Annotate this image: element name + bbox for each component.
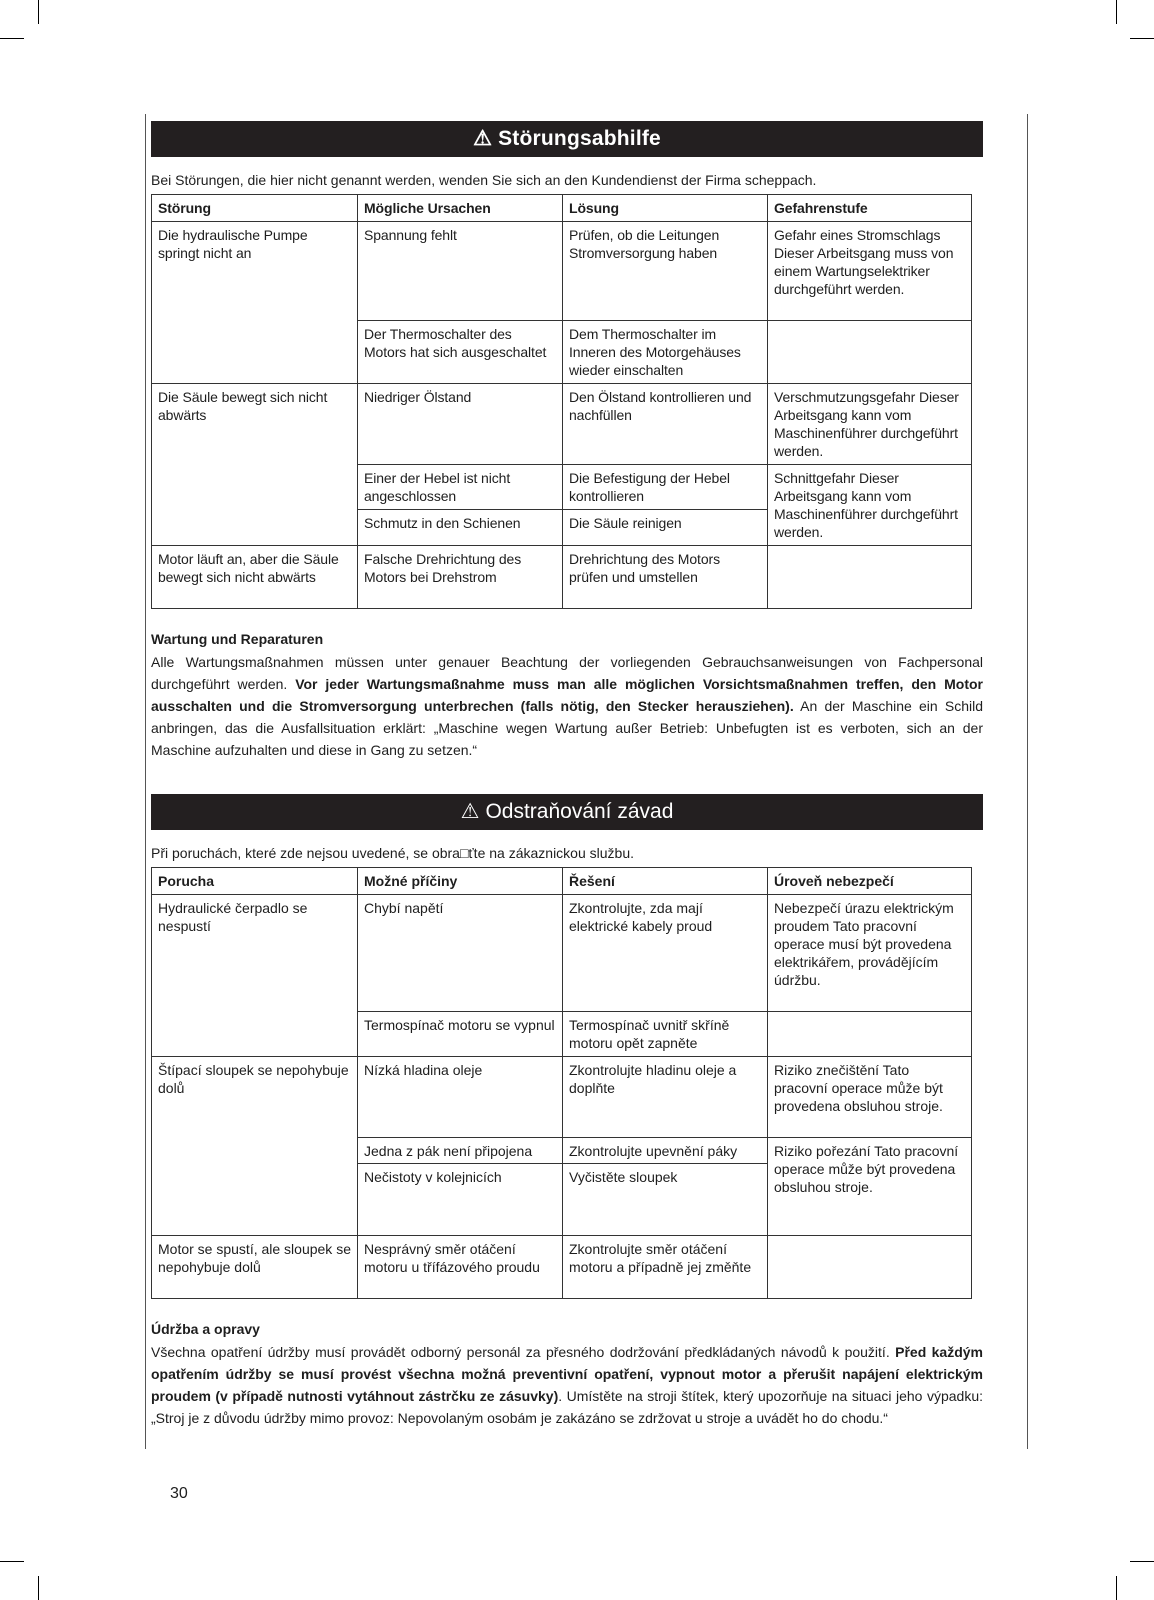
table-cell: Štípací sloupek se nepohybuje dolů	[152, 1057, 358, 1236]
table-header-row	[152, 868, 972, 895]
section-title: Störungsabhilfe	[498, 127, 661, 150]
crop-mark	[0, 38, 24, 39]
intro-text: Bei Störungen, die hier nicht genannt werden, wenden Sie sich an den Kundendienst der Firma scheppach.	[151, 172, 817, 188]
crop-mark	[1130, 38, 1154, 39]
table-row	[152, 1236, 972, 1299]
maintenance-bold-text: Před každým opatřením údržby se musí provést všechna možná preventivní opatření, vypnout motor a přerušit napájení elektrickým proudem (v případě nutnosti vytáhnout zástrčku ze zásuvky)	[151, 1344, 984, 1404]
intro-text: Při poruchách, které zde nejsou uvedené, se obra□ťte na zákaznickou službu.	[151, 845, 634, 861]
table-cell	[768, 1012, 972, 1057]
table-cell: Die Säule reinigen	[563, 510, 768, 546]
column-header: Störung	[152, 195, 358, 222]
column-header: Úroveň nebezpečí	[768, 868, 972, 895]
table-cell: Zkontrolujte hladinu oleje a doplňte	[563, 1057, 768, 1138]
maintenance-text: Alle Wartungsmaßnahmen müssen unter genauer Beachtung der vorliegenden Gebrauchsanweisungen von Fachpersonal durchgeführt werden.	[151, 654, 983, 692]
column-header: Mögliche Ursachen	[358, 195, 563, 222]
table-cell: Prüfen, ob die Leitungen Stromversorgung haben	[563, 222, 768, 321]
crop-mark	[1116, 0, 1117, 24]
table-cell	[768, 321, 972, 384]
right-margin-rule	[1027, 114, 1028, 1449]
column-header: Porucha	[152, 868, 358, 895]
column-header: Možné příčiny	[358, 868, 563, 895]
maintenance-heading: Údržba a opravy	[151, 1321, 260, 1337]
table-cell: Jedna z pák není připojena	[358, 1138, 563, 1164]
crop-mark	[1130, 1561, 1154, 1562]
troubleshooting-table	[151, 867, 972, 1299]
section-czech	[151, 794, 983, 1429]
column-header: Lösung	[563, 195, 768, 222]
table-cell: Niedriger Ölstand	[358, 384, 563, 465]
page-number: 30	[170, 1485, 188, 1502]
table-cell: Die Säule bewegt sich nicht abwärts	[152, 384, 358, 546]
table-cell: Drehrichtung des Motors prüfen und umstellen	[563, 546, 768, 609]
table-cell: Schmutz in den Schienen	[358, 510, 563, 546]
table-row	[152, 384, 972, 465]
troubleshooting-table	[151, 194, 972, 609]
maintenance-heading: Wartung und Reparaturen	[151, 631, 324, 647]
table-row	[152, 1057, 972, 1138]
section-title-banner	[151, 121, 983, 157]
maintenance-paragraph	[151, 651, 983, 761]
table-cell: Vyčistěte sloupek	[563, 1164, 768, 1236]
table-cell: Nesprávný směr otáčení motoru u třífázového proudu	[358, 1236, 563, 1299]
table-header-row	[152, 195, 972, 222]
table-cell: Der Thermoschalter des Motors hat sich ausgeschaltet	[358, 321, 563, 384]
table-cell: Dem Thermoschalter im Inneren des Motorgehäuses wieder einschalten	[563, 321, 768, 384]
table-row	[152, 222, 972, 321]
maintenance-text: Všechna opatření údržby musí provádět odborný personál za přesného dodržování předkládaných návodů k použití.	[151, 1344, 896, 1360]
table-cell: Motor se spustí, ale sloupek se nepohybuje dolů	[152, 1236, 358, 1299]
table-cell: Spannung fehlt	[358, 222, 563, 321]
section-german	[151, 121, 983, 761]
table-cell: Gefahr eines Stromschlags Dieser Arbeitsgang muss von einem Wartungselektriker durchgeführt werden.	[768, 222, 972, 321]
table-cell: Schnittgefahr Dieser Arbeitsgang kann vom Maschinenführer durchgeführt werden.	[768, 465, 972, 546]
warning-triangle-icon: ⚠	[460, 800, 480, 823]
table-cell: Zkontrolujte směr otáčení motoru a případně jej změňte	[563, 1236, 768, 1299]
table-cell: Termospínač motoru se vypnul	[358, 1012, 563, 1057]
table-cell: Nízká hladina oleje	[358, 1057, 563, 1138]
table-cell: Termospínač uvnitř skříně motoru opět zapněte	[563, 1012, 768, 1057]
table-cell: Zkontrolujte, zda mají elektrické kabely proud	[563, 895, 768, 1012]
crop-mark	[38, 0, 39, 24]
maintenance-text: An der Maschine ein Schild anbringen, das die Ausfallsituation erklärt: „Maschine wegen Wartung außer Betrieb: Unbefugten ist es verboten, sich an der Maschine aufzuhalten und diese in Gang zu setzen.“	[151, 698, 984, 758]
table-cell: Die hydraulische Pumpe springt nicht an	[152, 222, 358, 384]
warning-triangle-icon: ⚠	[473, 127, 493, 150]
crop-mark	[0, 1561, 24, 1562]
table-cell: Die Befestigung der Hebel kontrollieren	[563, 465, 768, 510]
table-row	[152, 895, 972, 1012]
table-cell: Nebezpečí úrazu elektrickým proudem Tato pracovní operace musí být provedena elektrikářem, provádějícím údržbu.	[768, 895, 972, 1012]
maintenance-bold-text: Vor jeder Wartungsmaßnahme muss man alle möglichen Vorsichtsmaßnahmen treffen, den Motor ausschalten und die Stromversorgung unterbrechen (falls nötig, den Stecker herausziehen).	[151, 676, 983, 714]
table-cell: Den Ölstand kontrollieren und nachfüllen	[563, 384, 768, 465]
table-cell	[768, 546, 972, 609]
table-cell: Zkontrolujte upevnění páky	[563, 1138, 768, 1164]
column-header: Řešení	[563, 868, 768, 895]
table-row	[152, 546, 972, 609]
column-header: Gefahrenstufe	[768, 195, 972, 222]
crop-mark	[1116, 1576, 1117, 1600]
table-cell: Falsche Drehrichtung des Motors bei Drehstrom	[358, 546, 563, 609]
maintenance-text: . Umístěte na stroji štítek, který upozorňuje na situaci jeho výpadku: „Stroj je z důvodu údržby mimo provoz: Nepovolaným osobám je zakázáno se zdržovat u stroje a uvádět ho do chodu.“	[151, 1388, 983, 1426]
table-cell: Motor läuft an, aber die Säule bewegt sich nicht abwärts	[152, 546, 358, 609]
maintenance-paragraph	[151, 1341, 983, 1429]
table-cell: Verschmutzungsgefahr Dieser Arbeitsgang kann vom Maschinenführer durchgeführt werden.	[768, 384, 972, 465]
left-margin-rule	[145, 114, 146, 1449]
section-title-banner	[151, 794, 983, 830]
table-cell: Nečistoty v kolejnicích	[358, 1164, 563, 1236]
crop-mark	[38, 1576, 39, 1600]
table-cell: Chybí napětí	[358, 895, 563, 1012]
table-cell: Riziko pořezání Tato pracovní operace může být provedena obsluhou stroje.	[768, 1138, 972, 1236]
table-cell: Hydraulické čerpadlo se nespustí	[152, 895, 358, 1057]
table-cell: Riziko znečištění Tato pracovní operace může být provedena obsluhou stroje.	[768, 1057, 972, 1138]
table-cell: Einer der Hebel ist nicht angeschlossen	[358, 465, 563, 510]
table-cell	[768, 1236, 972, 1299]
section-title: Odstraňování závad	[485, 800, 674, 823]
